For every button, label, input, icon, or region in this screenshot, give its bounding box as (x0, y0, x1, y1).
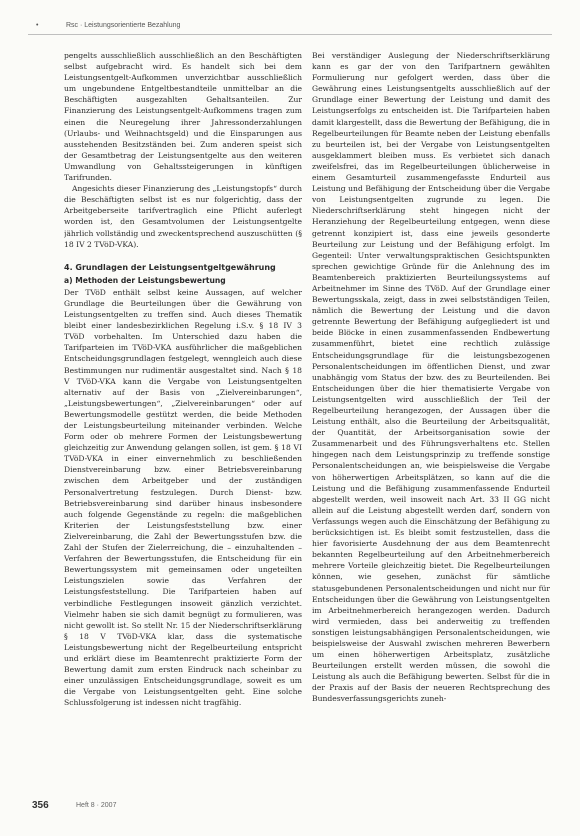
running-head-marker: • (36, 22, 39, 29)
intro-paragraph-2: Angesichts dieser Finanzierung des „Leistungstopfs“ durch die Beschäftigten selbst ist es nur folgerichtig, dass der Arbeitgeberseite tarifvertraglich eine Pflicht auferlegt worden ist, den Gesamtvolumen der Leistungsentgelte jährlich vollständig und zweckentsprechend auszuschütten (§ 18 IV 2 TVöD-VKA). (64, 184, 302, 249)
intro-paragraph-1: pengelts ausschließlich ausschließlich an den Beschäftigten selbst aufgebracht wird. Es handelt sich bei dem Leistungsentgelt-Aufkommen unverzichtbar ausschließlich um ungebundene Entgeltbestandteile unmittelbar an die Beschäftigten ausgezahlten Gehaltsanteilen. Zur Finanzierung des Leistungsentgelt-Aufkommens tragen zum einen die Neuregelung ihrer Jahressonderzahlungen (Urlaubs- und Weihnachtsgeld) und die Einsparungen aus ausstehenden Besitzständen bei. Zum anderen speist sich der Gesamtbetrag der Leistungsentgelte aus den weiteren Umwandlung von Gehaltssteigerungen in künftigen Tarifrunden. (64, 51, 302, 183)
issue-label: Heft 8 · 2007 (76, 802, 117, 809)
right-column (312, 50, 550, 790)
body-paragraph-right: Bei verständiger Auslegung der Niederschriftserklärung kann es gar der von den Tarifpartnern gewählten Formulierung nur gefolgert werden, dass über die Gewährung eines Leistungsentgelts ausschließlich auf der Grundlage einer Bewertung der Leistung und damit des Leistungserfolgs zu entscheiden ist. Die Tarifparteien haben damit klargestellt, dass die Bewertung der Befähigung, die in Regelbeurteilungen für Beamte neben der Leistung ebenfalls zu beurteilen ist, bei der Vergabe von Leistungsentgelten ausgeklammert bleiben muss. Es verbietet sich danach zweifelsfrei, das im Regelbeurteilungen üblicherweise in einem Gesamturteil zusammengefasste Endurteil aus Leistung und Befähigung der Entscheidung über die Vergabe von Leistungsentgelten zugrunde zu legen. Die Niederschriftserklärung steht hingegen nicht der Heranziehung der Regelbeurteilung entgegen, wenn diese getrennt konzipiert ist, dass eine jeweils gesonderte Beurteilung zur Leistung und der Befähigung erfolgt. Im Gegenteil: Unter verwaltungspraktischen Gesichtspunkten sprechen gewichtige Gründe für die Anlehnung des im Beamtenbereich praktizierten Beurteilungssystems auf Arbeitnehmer im Sinne des TVöD. Auf der Grundlage einer Bewertungsskala, zeigt, dass in zwei selbstständigen Teilen, nämlich die Bewertung der Leistung und die davon getrennte Bewertung der Befähigung aufgegliedert ist und beide Blöcke in einen zusammenfassenden Endbewertung zusammenführt, bietet eine rechtlich zulässige Entscheidungsgrundlage für die leistungsbezogenen Personalentscheidungen im öffentlichen Dienst, und zwar unabhängig vom Status der bzw. des zu Beurteilenden. Bei Entscheidungen über die hier thematisierte Vergabe von Leistungsentgelten wird ausschließlich der Teil der Regelbeurteilung herangezogen, der Aussagen über die Leistung enthält, also die Beurteilung der Arbeitsqualität, der Quantität, der Arbeitsorganisation sowie der Zusammenarbeit und des Führungsverhaltens etc. Stellen hingegen nach dem Leistungsprinzip zu treffende sonstige Personalentscheidungen an, wie beispielsweise die Vergabe von höherwertigen Arbeitsplätzen, so kann auf die die Leistung und die Befähigung zusammenfassende Endurteil abgestellt werden, weil insoweit nach Art. 33 II GG nicht allein auf die Leistung abgestellt werden darf, sondern von Verfassungs wegen auch die Einschätzung der Befähigung zu berücksichtigen ist. Es bleibt somit festzustellen, dass die hier favorisierte Ausdehnung der aus dem Beamtenrecht bekannten Regelbeurteilung auf den Arbeitnehmerbereich mehrere Vorteile gleichzeitig bietet. Die Regelbeurteilungen können, wie gesehen, zunächst für sämtliche statusgebundenen Personalentscheidungen und nicht nur für Entscheidungen über die Gewährung von Leistungsentgelten im Arbeitnehmerbereich herangezogen werden. Dadurch wird vermieden, dass bei anderweitig zu treffenden sonstigen leistungsabhängigen Personalentscheidungen, wie beispielsweise der Auswahl zwischen mehreren Bewerbern um einen höherwertigen Arbeitsplatz, zusätzliche Beurteilungen erstellt werden müssen, die sowohl die Leistung als auch die Befähigung bewerten. Selbst für die in der Praxis auf der Basis der neueren Rechtsprechung des Bundesverfassungsgerichts zuneh- (312, 51, 550, 704)
subsection-heading: a) Methoden der Leistungsbewertung (64, 275, 226, 285)
body-paragraph-left: Der TVöD enthält selbst keine Aussagen, auf welcher Grundlage die Beurteilungen über die Gewährung von Leistungsentgelten zu treffen sind. Auch dieses Thematik bleibt einer landesbezirklichen Regelung i.S.v. § 18 IV 3 TVöD vorbehalten. Im Unterschied dazu haben die Tarifparteien im TVöD-VKA ausführlicher die maßgeblichen Entscheidungsgrundlagen festgelegt, wenngleich auch diese Bestimmungen nur rudimentär ausgestaltet sind. Nach § 18 V TVöD-VKA kann die Vergabe von Leistungsentgelten alternativ auf der Basis von „Zielvereinbarungen“, „Leistungsbewertungen“, „Zielvereinbarungen“ oder auf Bewertungsmodelle gestützt werden, die beide Methoden der Leistungsbeurteilung miteinander verbinden. Welche Form oder ob mehrere Formen der Leistungsbewertung gleichzeitig zur Anwendung gelangen sollen, ist gem. § 18 VI TVöD-VKA in einer einvernehmlich zu beschließenden Dienstvereinbarung bzw. einer Betriebsvereinbarung zwischen dem Arbeitgeber und der zuständigen Personalvertretung festzulegen. Durch Dienst- bzw. Betriebsvereinbarung sind darüber hinaus insbesondere auch folgende Gegenstände zu regeln: die maßgeblichen Kriterien der Leistungsfeststellung bzw. einer Zielvereinbarung, die Zahl der Bewertungsstufen bzw. die Zahl der Stufen der Zielerreichung, die – einzuhaltenden – Verfahren der Bewertungsstufen, die Entscheidung für ein Bewertungssystem mit gemeinsamen oder ungeteilten Leistungszielen sowie das Verfahren der Leistungsfeststellung. Die Tarifparteien haben auf verbindliche Festlegungen insoweit gänzlich verzichtet. Vielmehr haben sie sich damit begnügt zu formulieren, was nicht gewollt ist. So stellt Nr. 15 der Niederschriftserklärung § 18 V TVöD-VKA klar, dass die systematische Leistungsbewertung nicht der Regelbeurteilung entspricht und erklärt diese im Beamtenrecht praktizierte Form der Bewertung damit zum ersten Eindruck nach scheinbar zu einer unzulässigen Entscheidungsgrundlage, soweit es um die Vergabe von Leistungsentgelten geht. Eine solche Schlussfolgerung ist indessen nicht tragfähig. (64, 287, 302, 708)
left-column (64, 50, 302, 790)
header-rule (28, 34, 552, 35)
page-number: 356 (32, 800, 49, 811)
section-heading: 4. Grundlagen der Leistungsentgeltgewährung (64, 262, 276, 272)
page-footer (32, 800, 548, 816)
running-head-title: Rsc · Leistungsorientierte Bezahlung (66, 22, 181, 29)
